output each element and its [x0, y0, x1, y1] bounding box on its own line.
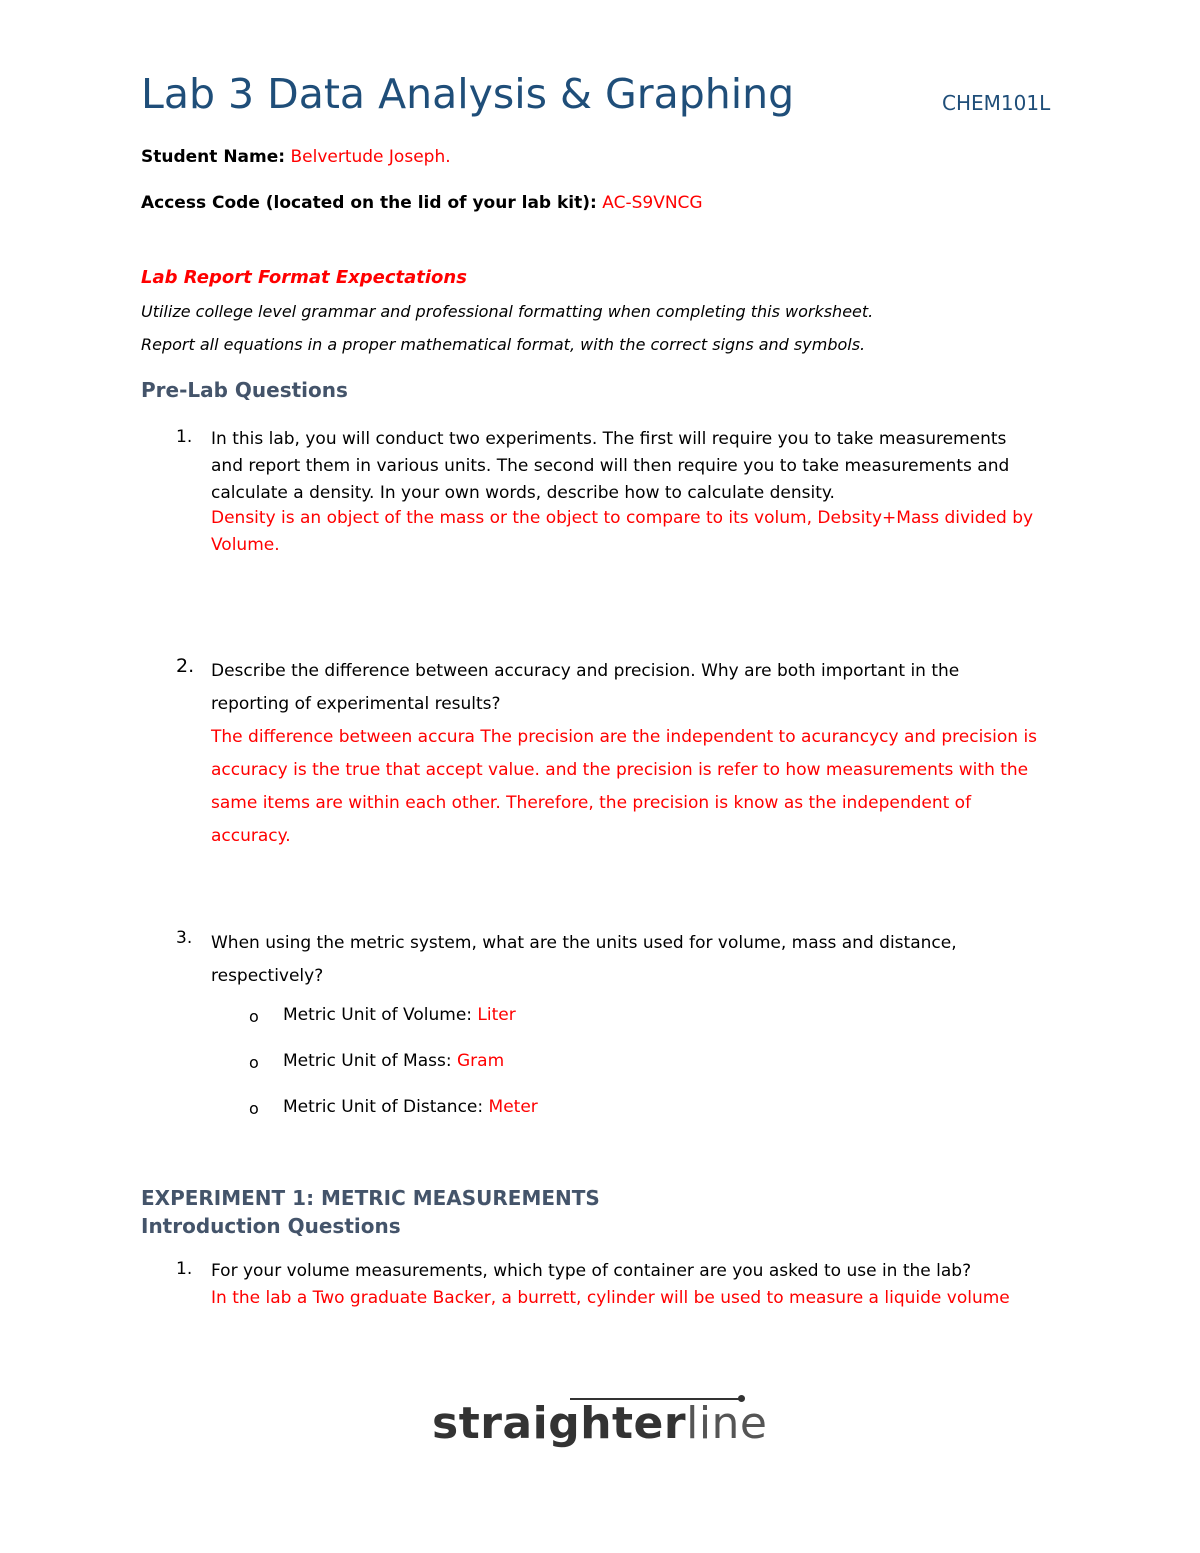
prelab-q2-answer-line: same items are within each other. Therefore, the precision is know as the independent of: [211, 793, 972, 813]
logo-bold-text: straighter: [432, 1398, 687, 1449]
metric-mass-value: Gram: [457, 1051, 505, 1071]
logo-wordmark: [432, 1398, 768, 1449]
logo-light-text: line: [686, 1398, 768, 1449]
metric-distance-label: Metric Unit of Distance:: [283, 1097, 484, 1117]
prelab-q2-answer-line: accuracy.: [211, 826, 291, 846]
prelab-q1-answer: [211, 505, 1033, 559]
metric-volume-row: [283, 1005, 516, 1025]
prelab-q1-answer-line: Volume.: [211, 535, 280, 555]
prelab-q1-line: calculate a density. In your own words, describe how to calculate density.: [211, 483, 835, 503]
format-line-1: Utilize college level grammar and professional formatting when completing this worksheet.: [141, 302, 874, 321]
metric-volume-label: Metric Unit of Volume:: [283, 1005, 473, 1025]
prelab-q3-number: 3.: [176, 928, 193, 948]
access-code-row: [141, 193, 703, 213]
metric-distance-value: Meter: [488, 1097, 538, 1117]
prelab-q3-line: respectively?: [211, 966, 324, 986]
prelab-q1-question: [211, 426, 1009, 507]
access-code-value: AC-S9VNCG: [602, 193, 703, 213]
prelab-q2-question: [211, 655, 959, 721]
bullet-icon: o: [249, 1053, 259, 1072]
prelab-q2-answer-line: The difference between accura The precision are the independent to acurancycy and precision is: [211, 727, 1038, 747]
bullet-icon: o: [249, 1007, 259, 1026]
prelab-q1-line: and report them in various units. The second will then require you to take measurements and: [211, 456, 1010, 476]
metric-volume-value: Liter: [477, 1005, 516, 1025]
prelab-q2-line: Describe the difference between accuracy and precision. Why are both important in the: [211, 661, 960, 681]
exp1-q1-question: For your volume measurements, which type of container are you asked to use in the lab?: [211, 1261, 972, 1281]
prelab-q2-number: 2.: [176, 655, 195, 677]
document-title: Lab 3 Data Analysis & Graphing: [141, 70, 795, 118]
experiment1-heading: EXPERIMENT 1: METRIC MEASUREMENTS: [141, 1186, 600, 1210]
prelab-q3-line: When using the metric system, what are the units used for volume, mass and distance,: [211, 933, 957, 953]
metric-distance-row: [283, 1097, 538, 1117]
access-code-label: Access Code (located on the lid of your lab kit):: [141, 193, 597, 213]
prelab-heading: Pre-Lab Questions: [141, 378, 348, 402]
exp1-q1-answer: In the lab a Two graduate Backer, a burrett, cylinder will be used to measure a liquide volume: [211, 1288, 1010, 1308]
exp1-q1-number: 1.: [176, 1259, 193, 1279]
bullet-icon: o: [249, 1099, 259, 1118]
prelab-q2-answer: [211, 721, 1037, 853]
format-line-2: Report all equations in a proper mathematical format, with the correct signs and symbols.: [141, 335, 866, 354]
straighterline-logo: [432, 1398, 768, 1468]
metric-mass-row: [283, 1051, 504, 1071]
prelab-q1-line: In this lab, you will conduct two experiments. The first will require you to take measurements: [211, 429, 1007, 449]
prelab-q3-question: [211, 927, 957, 993]
course-code: CHEM101L: [942, 91, 1051, 115]
student-name-label: Student Name:: [141, 147, 286, 167]
student-name-row: [141, 147, 451, 167]
format-heading: Lab Report Format Expectations: [141, 267, 467, 288]
prelab-q1-answer-line: Density is an object of the mass or the object to compare to its volum, Debsity+Mass divided by: [211, 508, 1034, 528]
metric-mass-label: Metric Unit of Mass:: [283, 1051, 452, 1071]
student-name-value: Belvertude Joseph.: [290, 147, 451, 167]
prelab-q2-answer-line: accuracy is the true that accept value. and the precision is refer to how measurements with the: [211, 760, 1029, 780]
experiment1-subheading: Introduction Questions: [141, 1214, 401, 1238]
prelab-q2-line: reporting of experimental results?: [211, 694, 501, 714]
prelab-q1-number: 1.: [176, 427, 193, 447]
